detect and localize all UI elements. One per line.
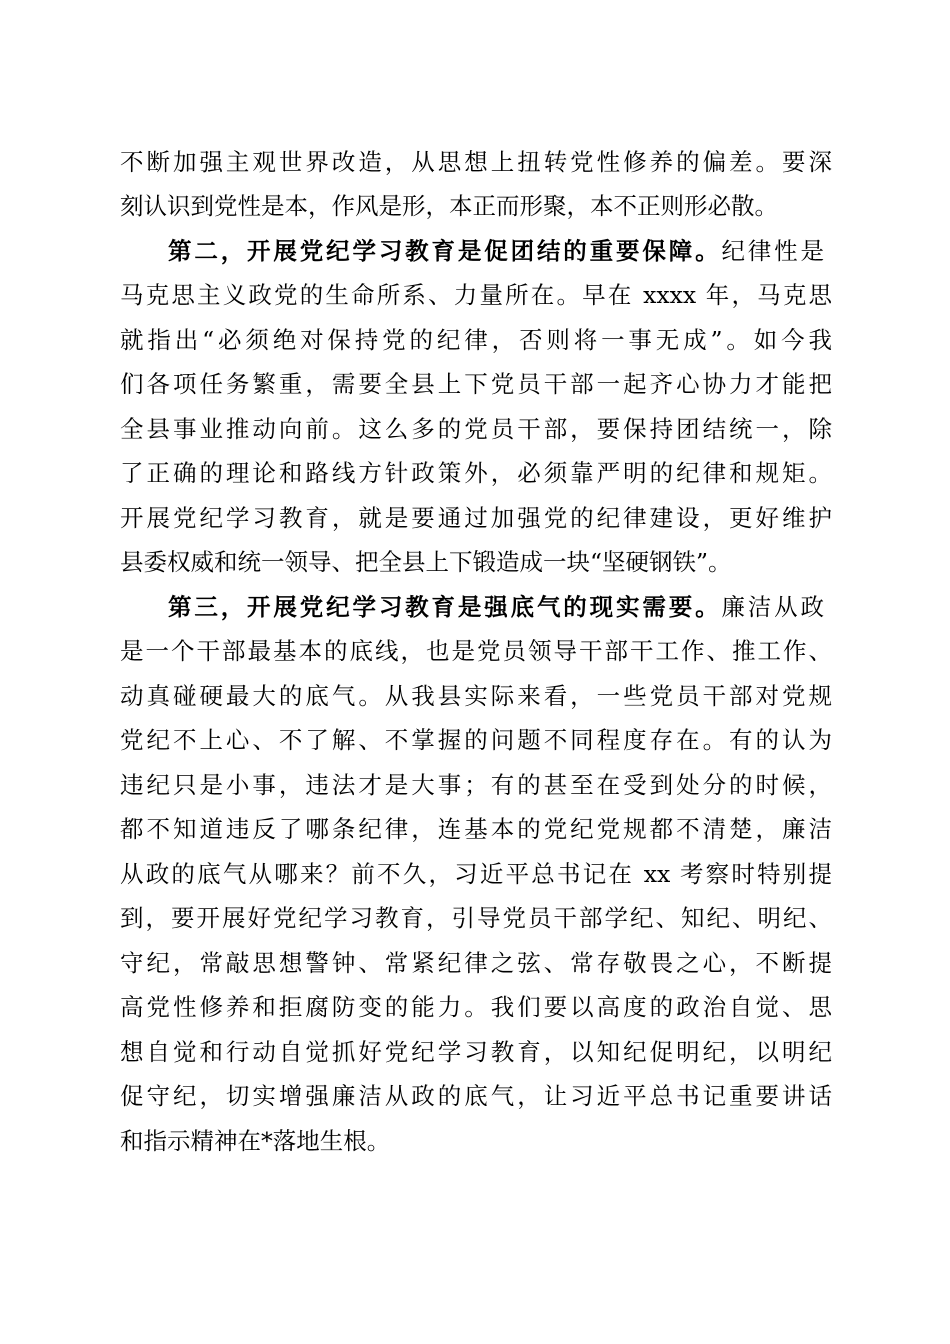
text-span: 纪律性是	[721, 237, 825, 265]
text-line: 就指出“必须绝对保持党的纪律，否则将一事无成”。如今我	[120, 326, 832, 354]
text-line: 和指示精神在*落地生根。	[120, 1127, 391, 1155]
text-line: 想自觉和行动自觉抓好党纪学习教育，以知纪促明纪，以明纪	[120, 1038, 832, 1066]
text-span: 廉洁从政	[721, 593, 825, 621]
text-line: 开展党纪学习教育，就是要通过加强党的纪律建设，更好维护	[120, 504, 832, 532]
text-line: 全县事业推动向前。这么多的党员干部，要保持团结统一，除	[120, 415, 832, 443]
text-line: 们各项任务繁重，需要全县上下党员干部一起齐心协力才能把	[120, 370, 832, 398]
paragraph-lead-line	[168, 585, 824, 629]
text-line: 到，要开展好党纪学习教育，引导党员干部学纪、知纪、明纪、	[120, 904, 832, 932]
text-line: 从政的底气从哪来？前不久，习近平总书记在 xx 考察时特别提	[120, 860, 832, 888]
text-line: 县委权威和统一领导、把全县上下锻造成一块“坚硬钢铁”。	[120, 548, 732, 576]
text-line: 守纪，常敲思想警钟、常紧纪律之弦、常存敬畏之心，不断提	[120, 949, 832, 977]
text-line: 刻认识到党性是本，作风是形，本正而形聚，本不正则形必散。	[120, 192, 778, 220]
text-line: 高党性修养和拒腐防变的能力。我们要以高度的政治自觉、思	[120, 993, 832, 1021]
text-line: 都不知道违反了哪条纪律，连基本的党纪党规都不清楚，廉洁	[120, 815, 832, 843]
text-line: 不断加强主观世界改造，从思想上扭转党性修养的偏差。要深	[120, 148, 832, 176]
paragraph-heading: 第二，开展党纪学习教育是促团结的重要保障。	[168, 237, 722, 265]
paragraph-lead-line	[168, 229, 824, 273]
paragraph-heading: 第三，开展党纪学习教育是强底气的现实需要。	[168, 593, 722, 621]
text-line: 是一个干部最基本的底线，也是党员领导干部干工作、推工作、	[120, 637, 832, 665]
text-line: 促守纪，切实增强廉洁从政的底气，让习近平总书记重要讲话	[120, 1082, 832, 1110]
text-line: 党纪不上心、不了解、不掌握的问题不同程度存在。有的认为	[120, 726, 832, 754]
text-line: 动真碰硬最大的底气。从我县实际来看，一些党员干部对党规	[120, 682, 832, 710]
text-line: 马克思主义政党的生命所系、力量所在。早在 xxxx 年，马克思	[120, 281, 832, 309]
text-line: 违纪只是小事，违法才是大事；有的甚至在受到处分的时候，	[120, 771, 832, 799]
text-line: 了正确的理论和路线方针政策外，必须靠严明的纪律和规矩。	[120, 459, 832, 487]
